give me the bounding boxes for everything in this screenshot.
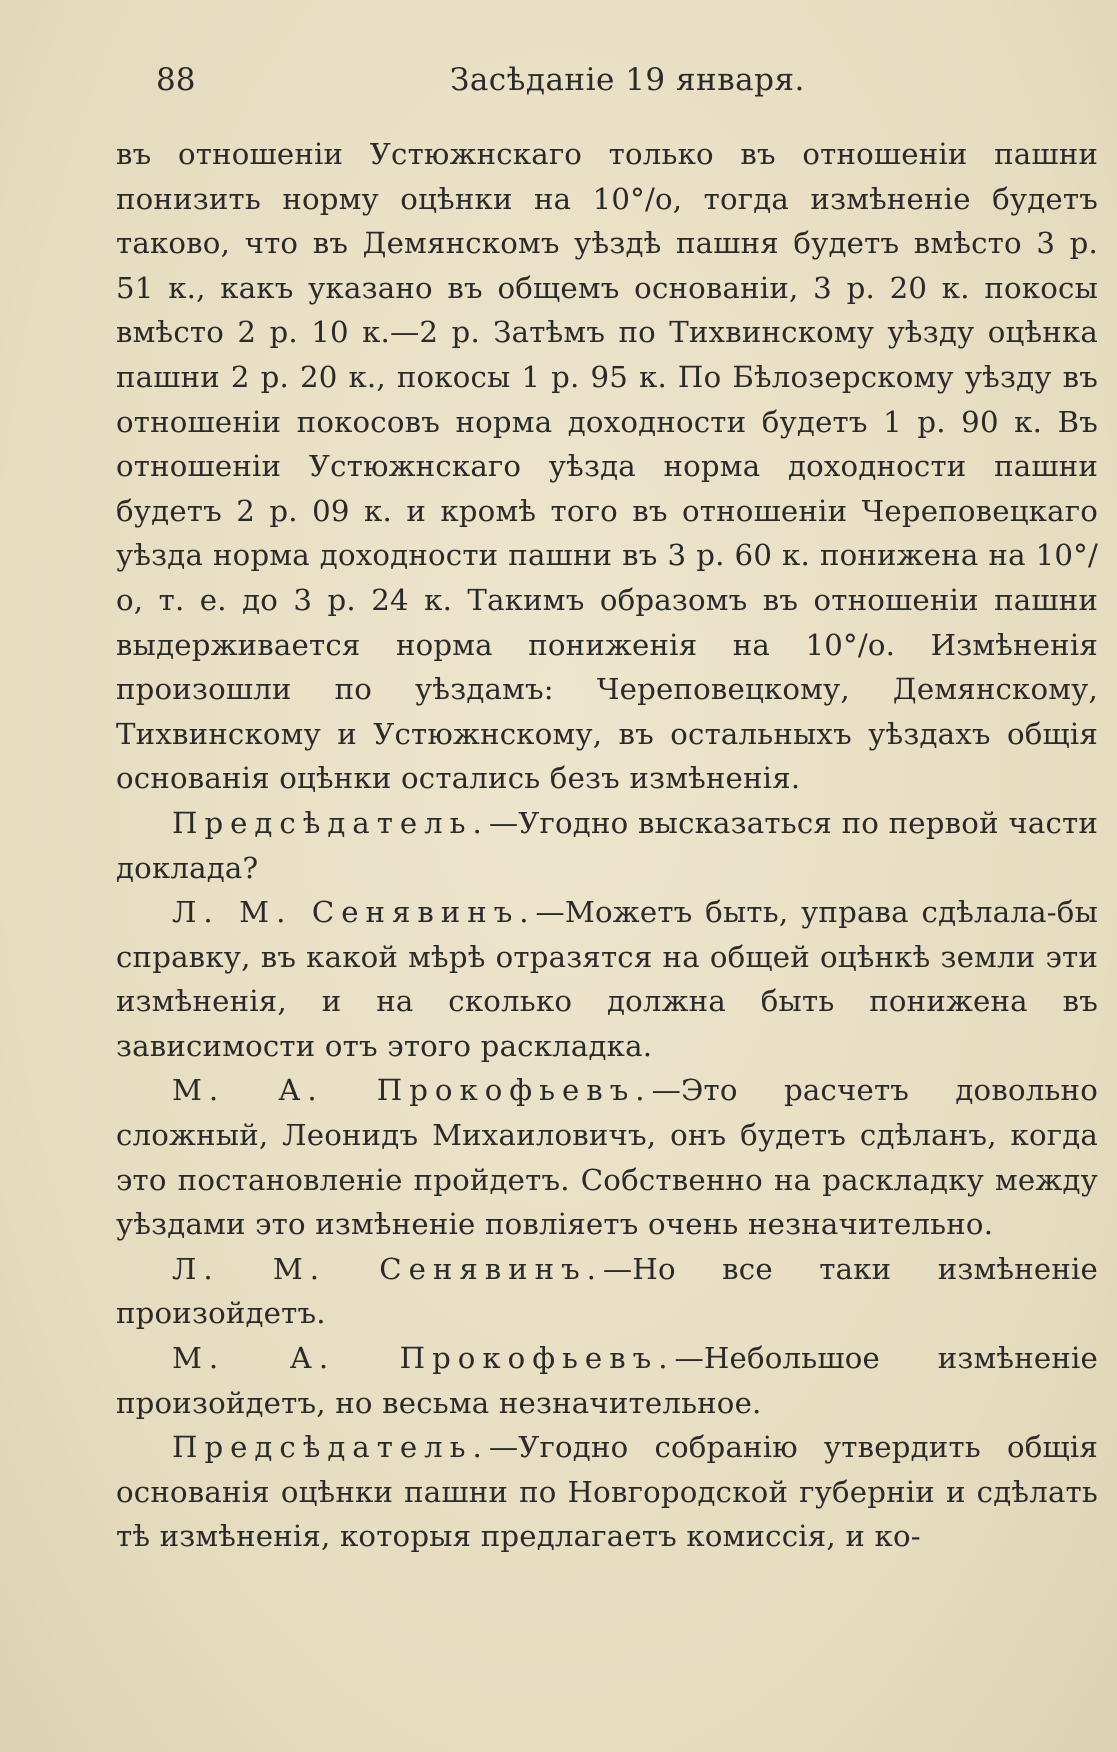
- paragraph: [116, 1247, 1098, 1336]
- running-title: Засѣданіе 19 января.: [450, 62, 805, 98]
- paragraph: [116, 1425, 1098, 1559]
- body-text: [116, 132, 1098, 1559]
- paragraph-text: —Но все таки измѣненіе произойдетъ.: [116, 1251, 1098, 1331]
- speaker-name: Предсѣдатель.: [172, 805, 489, 840]
- speaker-name: Л. М. Сенявинъ.: [172, 1251, 603, 1286]
- paragraph-text: въ отношеніи Устюжнскаго только въ отношеніи пашни понизить норму оцѣнки на 10°/о, тогда измѣненіе будетъ таково, что въ Демянскомъ уѣздѣ пашня будетъ вмѣсто 3 р. 51 к., какъ указано въ общемъ основаніи, 3 р. 20 к. покосы вмѣсто 2 р. 10 к.—2 р. Затѣмъ по Тихвинскому уѣзду оцѣнка пашни 2 р. 20 к., покосы 1 р. 95 к. По Бѣлозерскому уѣзду въ отношеніи покосовъ норма доходности будетъ 1 р. 90 к. Въ отношеніи Устюжнскаго уѣзда норма доходности пашни будетъ 2 р. 09 к. и кромѣ того въ отношеніи Череповецкаго уѣзда норма доходности пашни въ 3 р. 60 к. понижена на 10°/о, т. е. до 3 р. 24 к. Такимъ образомъ въ отношеніи пашни выдерживается норма пониженія на 10°/о. Измѣненія произошли по уѣздамъ: Череповецкому, Демянскому, Тихвинскому и Устюжнскому, въ остальныхъ уѣздахъ общія основанія оцѣнки остались безъ измѣненія.: [116, 137, 1098, 796]
- paragraph: [116, 1068, 1098, 1246]
- paragraph-text: —Угодно высказаться по первой части доклада?: [116, 805, 1098, 885]
- paragraph: [116, 801, 1098, 890]
- paragraph-text: —Угодно собранію утвердить общія основанія оцѣнки пашни по Новгородской губерніи и сдѣлать тѣ измѣненія, которыя предлагаетъ комиссія, и ко-: [116, 1430, 1098, 1554]
- speaker-name: Л. М. Сенявинъ.: [172, 895, 536, 930]
- speaker-name: Предсѣдатель.: [172, 1430, 489, 1465]
- paragraph-text: —Небольшое измѣненіе произойдетъ, но весьма незначительное.: [116, 1341, 1099, 1420]
- speaker-name: М. А. Прокофьевъ.: [172, 1341, 675, 1376]
- paragraph: [116, 1336, 1098, 1425]
- paragraph-text: —Это расчетъ довольно сложный, Леонидъ Михаиловичъ, онъ будетъ сдѣланъ, когда это постановленіе пройдетъ. Собственно на раскладку между уѣздами это измѣненіе повліяетъ очень незначительно.: [116, 1073, 1098, 1242]
- speaker-name: М. А. Прокофьевъ.: [172, 1073, 652, 1108]
- page-number: 88: [156, 62, 196, 98]
- paragraph: [116, 890, 1098, 1068]
- paragraph-text: —Можетъ быть, управа сдѣлала-бы справку, въ какой мѣрѣ отразятся на общей оцѣнкѣ земли эти измѣненія, и на сколько должна быть понижена въ зависимости отъ этого раскладка.: [116, 895, 1098, 1063]
- paragraph: [116, 132, 1098, 801]
- page-header: [156, 58, 1057, 102]
